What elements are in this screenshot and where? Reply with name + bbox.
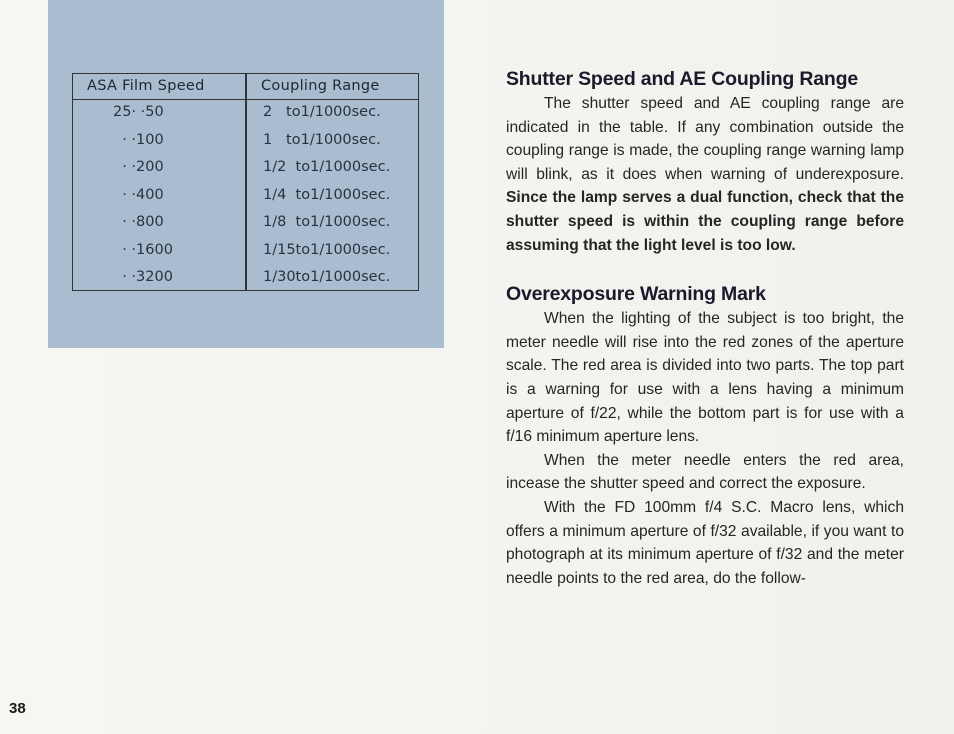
range-cell: 2 to1/1000sec. <box>263 104 381 120</box>
paragraph-overexposure-2: When the meter needle enters the red area, incease the shutter speed and correct the exposure. <box>506 451 904 493</box>
header-asa-film-speed: ASA Film Speed <box>87 78 205 94</box>
paragraph-regular-text: The shutter speed and AE coupling range are indicated in the table. If any combination outside the coupling range is made, the coupling range warning lamp will blink, as it does when warning of underexposure. <box>506 95 904 183</box>
table-row <box>73 132 418 159</box>
asa-cell: · ·1600 <box>113 241 173 258</box>
paragraph-bold-text: Since the lamp serves a dual function, check that the shutter speed is within the coupling range before assuming that the light level is too low. <box>506 189 904 254</box>
range-cell: 1 to1/1000sec. <box>263 131 381 148</box>
asa-cell: · ·400 <box>113 186 164 203</box>
table-row <box>73 214 418 241</box>
range-cell: 1/8 to1/1000sec. <box>263 214 391 230</box>
page-number: 38 <box>9 700 26 717</box>
asa-cell: · ·3200 <box>113 269 173 285</box>
range-cell: 1/4 to1/1000sec. <box>263 186 391 203</box>
asa-cell: · ·800 <box>113 214 164 230</box>
table-row <box>73 159 418 186</box>
asa-cell: · ·200 <box>113 159 164 175</box>
heading-overexposure-warning: Overexposure Warning Mark <box>506 283 766 306</box>
paragraph-overexposure-1: When the lighting of the subject is too bright, the meter needle will rise into the red zones of the aperture scale. The red area is divided into two parts. The top part is a warning for use with a lens having a minimum aperture of f/22, while the bottom part is for use with a f/16 minimum aperture lens. <box>506 310 904 446</box>
heading-shutter-speed: Shutter Speed and AE Coupling Range <box>506 68 858 90</box>
range-cell: 1/15to1/1000sec. <box>263 241 391 258</box>
asa-cell: · ·100 <box>113 131 164 148</box>
header-coupling-range: Coupling Range <box>261 78 380 94</box>
text-column <box>506 68 904 590</box>
asa-cell: 25· ·50 <box>113 104 164 120</box>
range-cell: 1/2 to1/1000sec. <box>263 159 391 175</box>
table-header <box>73 74 418 100</box>
coupling-range-table <box>72 73 419 291</box>
table-row <box>73 187 418 214</box>
range-cell: 1/30to1/1000sec. <box>263 269 391 285</box>
paragraph-overexposure-3: With the FD 100mm f/4 S.C. Macro lens, which offers a minimum aperture of f/32 available, if you want to photograph at its minimum aperture of f/32 and the meter needle points to the red area, do the follow- <box>506 498 904 587</box>
paragraph-coupling-range <box>506 92 904 257</box>
table-row <box>73 242 418 269</box>
table-row <box>73 104 418 131</box>
table-row <box>73 269 418 296</box>
